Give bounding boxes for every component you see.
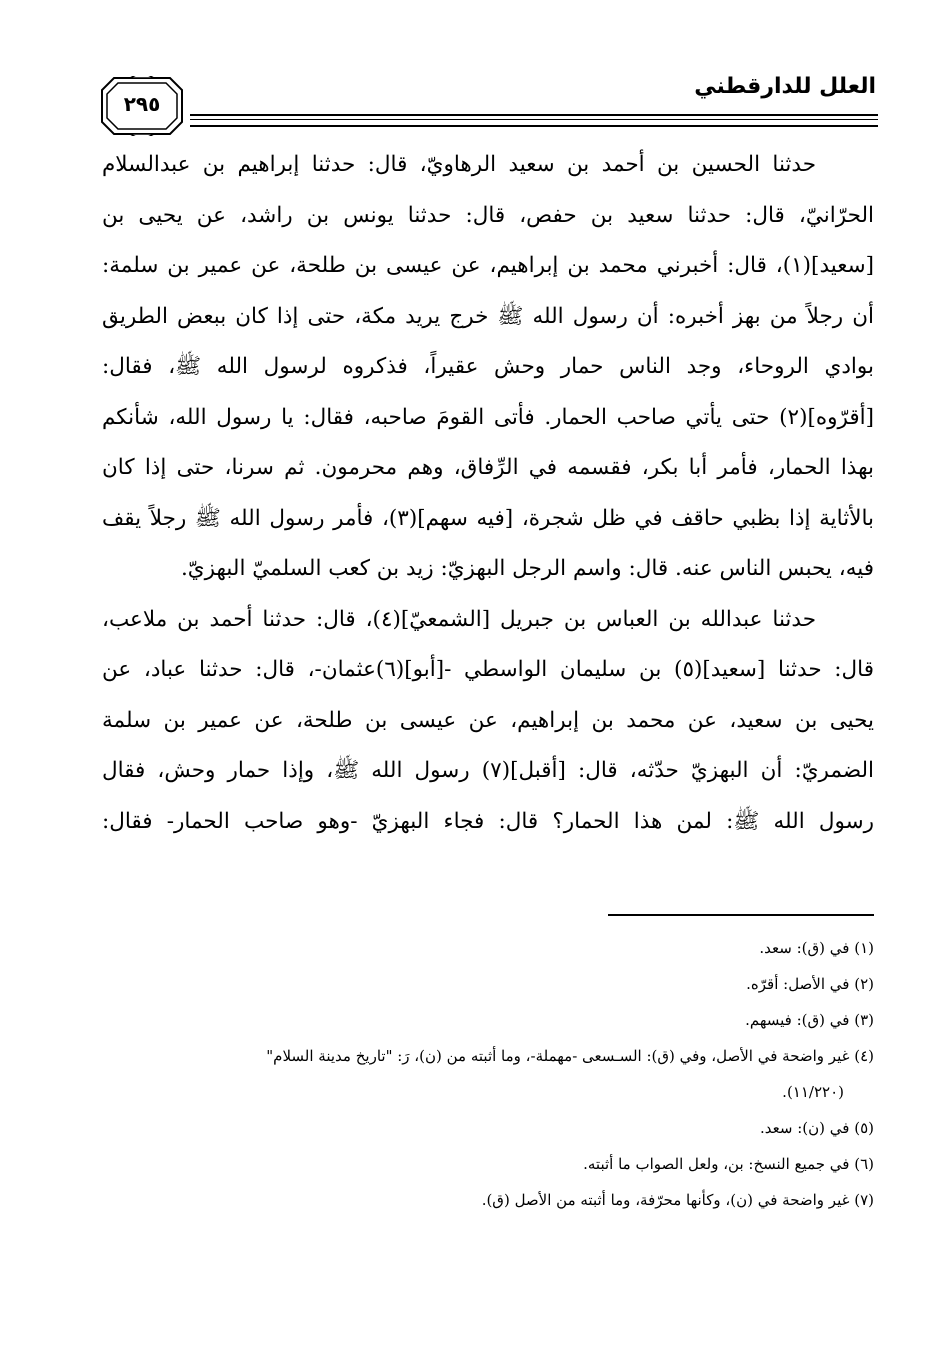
text-line: [سعيد](١)، قال: أخبرني محمد بن إبراهيم، عن عيسى بن طلحة، عن عمير بن سلمة: [102,253,874,278]
footnote: (٥) في (ن): سعد. [760,1119,874,1137]
footnote: (٢) في الأصل: أقرّه. [746,975,874,993]
text-line: بوادي الروحاء، وجد الناس حمار وحش عقيراً، فذكروه لرسول الله ﷺ، فقال: [102,354,874,379]
text-line: يحيى بن سعيد، عن محمد بن إبراهيم، عن عيسى بن طلحة، عن عمير بن سلمة [102,707,874,733]
page-number-badge [100,76,184,136]
text-line: الضمريّ: أن البهزيّ حدّثه، قال: [أقبل](٧) رسول الله ﷺ، وإذا حمار وحش، فقال [102,758,874,783]
text-line: [أقرّوه](٢) حتى يأتي صاحب الحمار. فأتى القومَ صاحبه، فقال: يا رسول الله، شأنكم [102,404,874,430]
text-line: حدثنا الحسين بن أحمد بن سعيد الرهاويّ، قال: حدثنا إبراهيم بن عبدالسلام [102,152,816,177]
footnote: (٣) في (ق): فيسهم. [745,1011,874,1029]
text-line: بالأثاية إذا بظبي حاقف في ظل شجرة، [فيه سهم](٣)، فأمر رسول الله ﷺ رجلاً يقف [102,505,874,531]
running-header-title: العلل للدارقطني [694,74,876,99]
footnotes [100,930,874,1218]
header-rule [190,114,878,127]
text-line: فيه، يحبس الناس عنه. قال: واسم الرجل البهزيّ: زيد بن كعب السلميّ البهزيّ. [180,556,874,581]
text-line: حدثنا عبدالله بن العباس بن جبريل [الشمعيّ](٤)، قال: حدثنا أحمد بن ملاعب، [102,606,816,632]
main-text [102,140,874,847]
text-line: أن رجلاً من بهز أخبره: أن رسول الله ﷺ خرج يريد مكة، حتى إذا كان ببعض الطريق [102,303,874,329]
text-line: قال: حدثنا [سعيد](٥) بن سليمان الواسطي -[أبو](٦)عثمان-، قال: حدثنا عباد، عن [102,657,874,682]
text-line: الحرّانيّ، قال: حدثنا سعيد بن حفص، قال: حدثنا يونس بن راشد، عن يحيى بن [102,202,874,228]
footnote: (٤) غير واضحة في الأصل، وفي (ق): السـسعى -مهملة-، وما أثبته من (ن)، رَ: "تاريخ مدينة السلام" [266,1047,874,1065]
footnote-continuation: (١١/٢٢٠). [782,1083,844,1101]
text-line: بهذا الحمار، فأمر أبا بكر، فقسمه في الرِّفاق، وهم محرمون. ثم سرنا، حتى إذا كان [102,455,874,480]
footnote: (١) في (ق): سعد. [759,939,874,957]
footnote: (٦) في جميع النسخ: بن، ولعل الصواب ما أثبته. [583,1155,874,1173]
footnote-separator [608,914,874,916]
text-line: رسول الله ﷺ: لمن هذا الحمار؟ قال: فجاء البهزيّ -وهو صاحب الحمار- فقال: [102,808,874,834]
footnote: (٧) غير واضحة في (ن)، وكأنها محرّفة، وما أثبته من الأصل (ق). [481,1191,874,1209]
page-number: ٢٩٥ [123,92,161,116]
